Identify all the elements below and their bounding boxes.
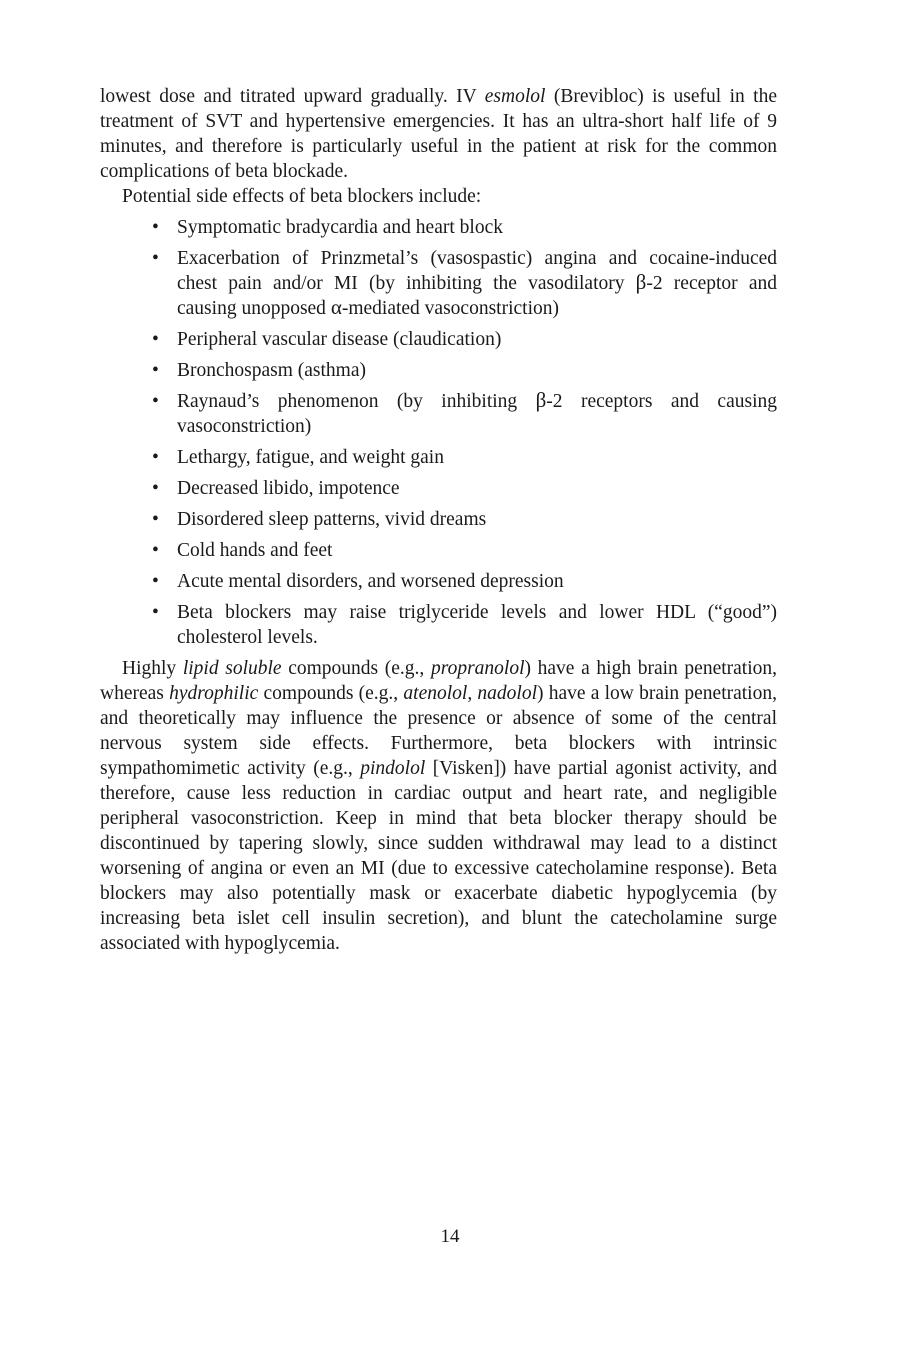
text-segment: Disordered sleep patterns, vivid dreams <box>177 509 487 530</box>
text-segment: Peripheral vascular disease (claudication) <box>177 329 502 350</box>
bullet-text <box>177 360 366 381</box>
bullet-text <box>177 540 332 561</box>
bullet-text <box>177 478 400 499</box>
bullet-text <box>177 447 444 468</box>
greek-letter: α <box>330 295 342 319</box>
italic-text: lipid soluble <box>182 658 282 679</box>
bullet-text <box>177 388 777 437</box>
paragraph-1 <box>100 84 777 184</box>
bullet-text <box>177 602 777 648</box>
bullet-text <box>177 329 501 350</box>
text-block <box>100 84 777 956</box>
list-item <box>100 569 777 594</box>
italic-text: pindolol <box>360 758 426 779</box>
text-segment: -2 receptor and causing unopposed <box>177 273 777 319</box>
page-number: 14 <box>440 1226 460 1247</box>
text-segment: compounds (e.g., <box>281 658 431 679</box>
list-intro: Potential side effects of beta blockers include: <box>122 186 482 207</box>
list-item <box>100 358 777 383</box>
text-segment: Lethargy, fatigue, and weight gain <box>177 447 444 468</box>
list-item <box>100 476 777 501</box>
bullet-icon: • <box>152 248 159 269</box>
text-segment: Highly <box>122 658 183 679</box>
italic-text: atenolol, nadolol <box>403 683 537 704</box>
bullet-text <box>177 571 564 592</box>
italic-text: propranolol <box>430 658 525 679</box>
text-segment: -2 receptors and causing vasoconstriction) <box>177 391 777 437</box>
italic-text: esmolol <box>484 86 546 107</box>
text-segment: lowest dose and titrated upward gradually. IV <box>100 86 485 107</box>
bullet-icon: • <box>152 571 159 592</box>
text-segment: Decreased libido, impotence <box>177 478 400 499</box>
greek-letter: β <box>535 388 547 412</box>
text-segment: Symptomatic bradycardia and heart block <box>177 217 503 238</box>
list-item <box>100 445 777 470</box>
text-segment: -mediated vasoconstriction) <box>341 298 559 319</box>
list-item <box>100 507 777 532</box>
text-segment: ) have a high brain penetration, whereas <box>100 658 778 704</box>
bullet-icon: • <box>152 329 159 350</box>
bullet-text <box>177 248 777 319</box>
list-item <box>100 246 777 321</box>
bullet-icon: • <box>152 391 159 412</box>
bullet-text <box>177 217 503 238</box>
list-item <box>100 600 777 650</box>
bullet-icon: • <box>152 447 159 468</box>
list-item <box>100 389 777 439</box>
text-segment: Exacerbation of Prinzmetal’s (vasospastic) angina and cocaine-induced chest pain and/or MI (by inhibiting the vasodilatory <box>177 248 777 294</box>
italic-text: hydrophilic <box>169 683 259 704</box>
bullet-icon: • <box>152 217 159 238</box>
list-item <box>100 327 777 352</box>
bullet-text <box>177 509 486 530</box>
greek-letter: β <box>635 270 647 294</box>
text-segment: Bronchospasm (asthma) <box>177 360 367 381</box>
text-segment: [Visken]) have partial agonist activity, and therefore, cause less reduction in cardiac output and heart rate, and negligible peripheral vasoconstriction. Keep in mind that beta blocker therapy should be discontinued by tapering slowly, since sudden withdrawal may lead to a distinct worsening of angina or even an MI (due to excessive catecholamine response). Beta blockers may also potentially mask or exacerbate diabetic hypoglycemia (by increasing beta islet cell insulin secretion), and blunt the catecholamine surge associated with hypoglycemia. <box>100 758 777 954</box>
text-segment: Beta blockers may raise triglyceride levels and lower HDL (“good”) cholesterol levels. <box>177 602 777 648</box>
side-effects-list <box>100 215 777 650</box>
text-segment: compounds (e.g., <box>258 683 404 704</box>
list-item <box>100 215 777 240</box>
paragraph-2 <box>100 656 777 956</box>
text-segment: ) have a low brain penetration, and theoretically may influence the presence or absence of some of the central nervous system side effects. Furthermore, beta blockers with intrinsic sympathomimetic activity (e.g., <box>100 683 777 779</box>
text-segment: (Brevibloc) is useful in the treatment of SVT and hypertensive emergencies. It has an ultra-short half life of 9 minutes, and therefore is particularly useful in the patient at risk for the common complications of beta blockade. <box>100 86 777 182</box>
bullet-icon: • <box>152 602 159 623</box>
text-segment: Cold hands and feet <box>177 540 333 561</box>
bullet-icon: • <box>152 540 159 561</box>
text-segment: Acute mental disorders, and worsened depression <box>177 571 564 592</box>
list-item <box>100 538 777 563</box>
text-segment: Raynaud’s phenomenon (by inhibiting <box>177 391 536 412</box>
bullet-icon: • <box>152 478 159 499</box>
bullet-icon: • <box>152 360 159 381</box>
bullet-icon: • <box>152 509 159 530</box>
